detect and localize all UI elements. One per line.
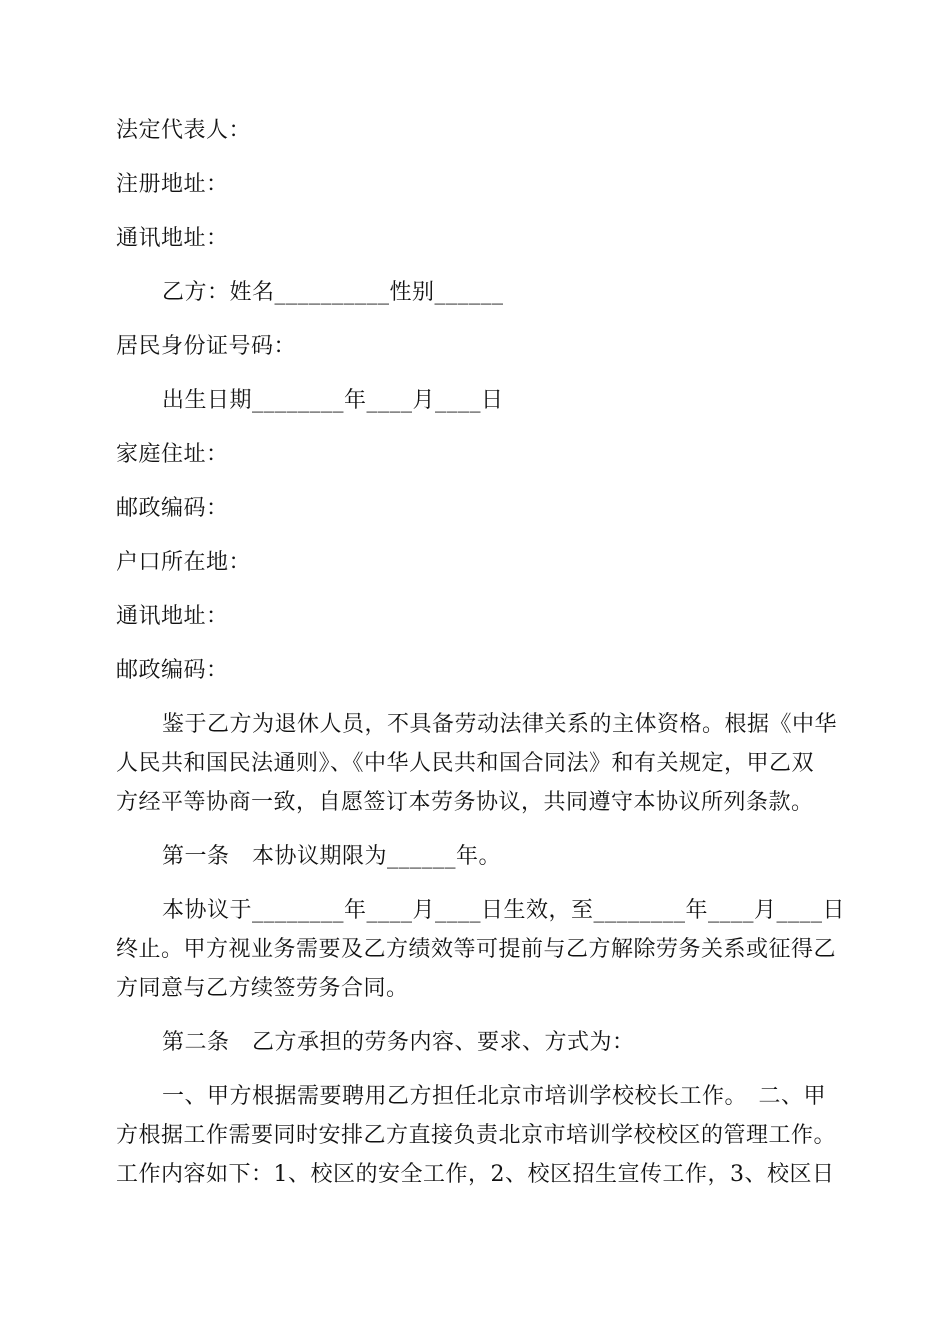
term-line-1: 本协议于________年____月____日生效，至________年____月____日 (162, 898, 846, 923)
household-registration-label: 户口所在地： (116, 550, 252, 575)
party-b-name-gender-line: 乙方：姓名__________性别______ (162, 280, 504, 305)
preamble-line-3: 方经平等协商一致，自愿签订本劳务协议，共同遵守本协议所列条款。 (116, 790, 814, 815)
legal-representative-label: 法定代表人： (116, 118, 252, 143)
id-number-label: 居民身份证号码： (116, 334, 297, 359)
article-2-heading: 第二条 乙方承担的劳务内容、要求、方式为： (162, 1030, 635, 1055)
registered-address-label: 注册地址： (116, 172, 229, 197)
postal-code-label: 邮政编码： (116, 496, 229, 521)
birth-date-line: 出生日期________年____月____日 (162, 388, 504, 413)
mailing-address-label-2: 通讯地址： (116, 604, 229, 629)
preamble-line-2: 人民共和国民法通则》、《中华人民共和国合同法》和有关规定，甲乙双 (116, 751, 815, 776)
duties-line-3: 工作内容如下：1、校区的安全工作，2、校区招生宣传工作，3、校区日 (116, 1162, 835, 1187)
article-1-heading: 第一条 本协议期限为______年。 (162, 844, 502, 869)
duties-line-1: 一、甲方根据需要聘用乙方担任北京市培训学校校长工作。 二、甲 (162, 1084, 827, 1109)
home-address-label: 家庭住址： (116, 442, 229, 467)
duties-line-2: 方根据工作需要同时安排乙方直接负责北京市培训学校校区的管理工作。 (116, 1123, 837, 1148)
preamble-line-1: 鉴于乙方为退休人员，不具备劳动法律关系的主体资格。根据《中华 (162, 712, 838, 737)
term-line-3: 方同意与乙方续签劳务合同。 (116, 976, 409, 1001)
mailing-address-label: 通讯地址： (116, 226, 229, 251)
postal-code-label-2: 邮政编码： (116, 658, 229, 683)
term-line-2: 终止。甲方视业务需要及乙方绩效等可提前与乙方解除劳务关系或征得乙 (116, 937, 837, 962)
